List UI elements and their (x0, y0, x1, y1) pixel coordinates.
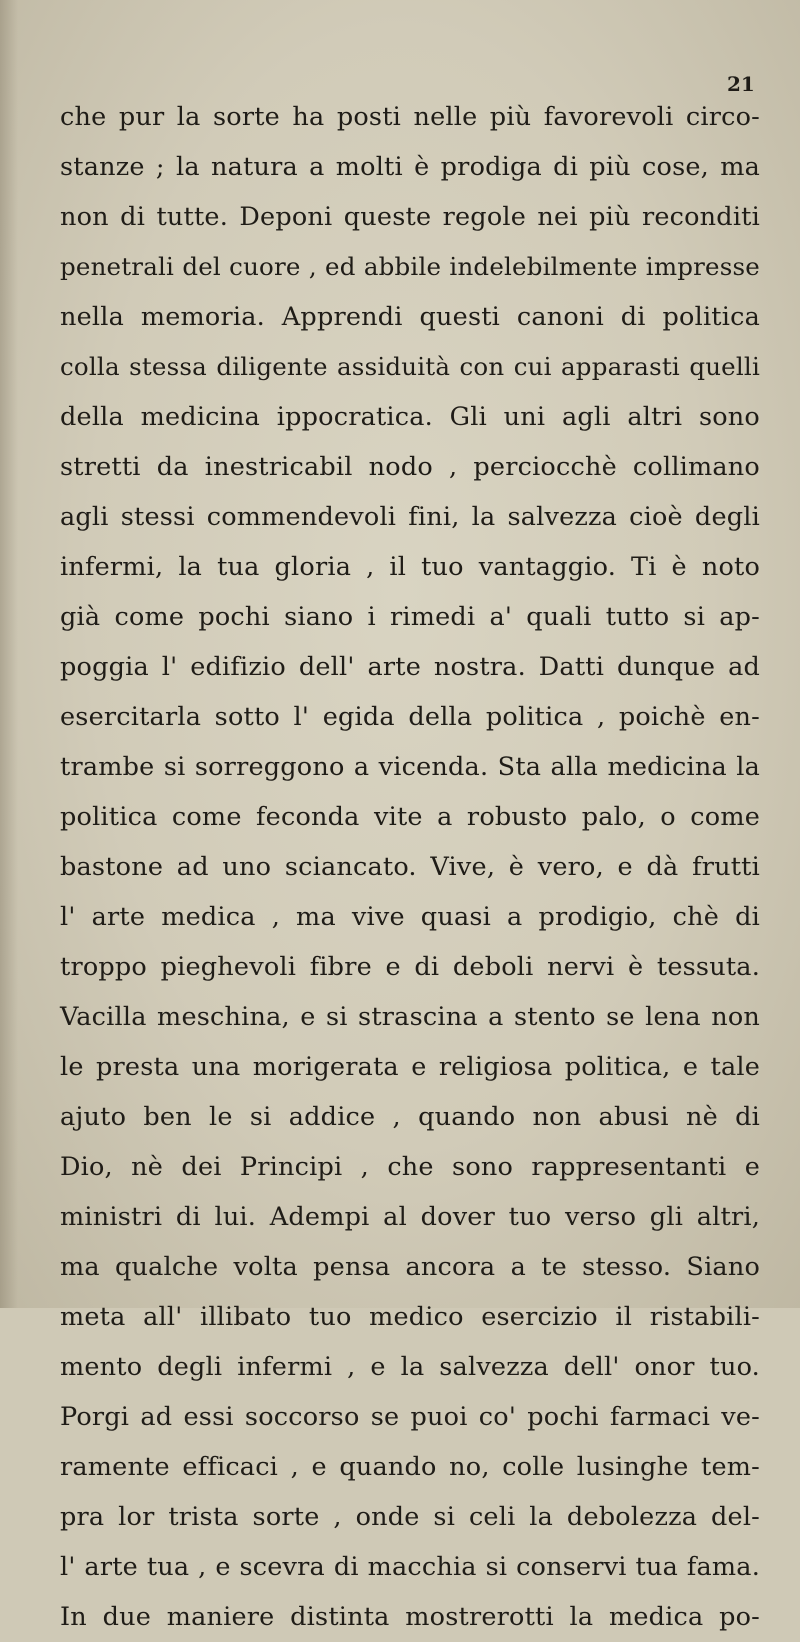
text-line: esercitarla sotto l' egida della politica , poichè en- (60, 702, 760, 732)
body-text (60, 92, 760, 1642)
text-line: Dio, nè dei Principi , che sono rappresentanti e (60, 1152, 760, 1182)
text-line: della medicina ippocratica. Gli uni agli altri sono (60, 402, 760, 432)
text-line: penetrali del cuore , ed abbile indelebilmente impresse (60, 252, 760, 281)
page-gutter-shadow (0, 0, 18, 1308)
text-line: mento degli infermi , e la salvezza dell' onor tuo. (60, 1352, 760, 1382)
text-line: Porgi ad essi soccorso se puoi co' pochi farmaci ve- (60, 1402, 760, 1432)
text-line: stanze ; la natura a molti è prodiga di più cose, ma (60, 152, 760, 182)
text-line: l' arte medica , ma vive quasi a prodigio, chè di (60, 902, 760, 932)
text-line: stretti da inestricabil nodo , perciocchè collimano (60, 452, 760, 482)
text-line: agli stessi commendevoli fini, la salvezza cioè degli (60, 502, 760, 532)
text-line: poggia l' edifizio dell' arte nostra. Datti dunque ad (60, 652, 760, 682)
page-number: 21 (727, 72, 755, 96)
text-line: l' arte tua , e scevra di macchia si conservi tua fama. (60, 1552, 760, 1582)
text-line: bastone ad uno sciancato. Vive, è vero, e dà frutti (60, 852, 760, 882)
text-line: Vacilla meschina, e si strascina a stento se lena non (60, 1002, 760, 1032)
text-line: meta all' illibato tuo medico esercizio il ristabili- (60, 1302, 760, 1332)
text-line: trambe si sorreggono a vicenda. Sta alla medicina la (60, 752, 760, 782)
text-line: infermi, la tua gloria , il tuo vantaggio. Ti è noto (60, 552, 760, 582)
text-line: non di tutte. Deponi queste regole nei più reconditi (60, 202, 760, 232)
text-line: che pur la sorte ha posti nelle più favorevoli circo- (60, 102, 760, 132)
text-line: In due maniere distinta mostrerotti la medica po- (60, 1602, 760, 1632)
text-line: colla stessa diligente assiduità con cui apparasti quelli (60, 352, 760, 381)
text-line: già come pochi siano i rimedi a' quali tutto si ap- (60, 602, 760, 632)
text-line: pra lor trista sorte , onde si celi la debolezza del- (60, 1502, 760, 1532)
text-line: ajuto ben le si addice , quando non abusi nè di (60, 1102, 760, 1132)
text-line: politica come feconda vite a robusto palo, o come (60, 802, 760, 832)
text-line: ministri di lui. Adempi al dover tuo verso gli altri, (60, 1202, 760, 1232)
text-line: ma qualche volta pensa ancora a te stesso. Siano (60, 1252, 760, 1282)
text-line: le presta una morigerata e religiosa politica, e tale (60, 1052, 760, 1082)
text-line: nella memoria. Apprendi questi canoni di politica (60, 302, 760, 332)
text-line: ramente efficaci , e quando no, colle lusinghe tem- (60, 1452, 760, 1482)
text-line: troppo pieghevoli fibre e di deboli nervi è tessuta. (60, 952, 760, 982)
